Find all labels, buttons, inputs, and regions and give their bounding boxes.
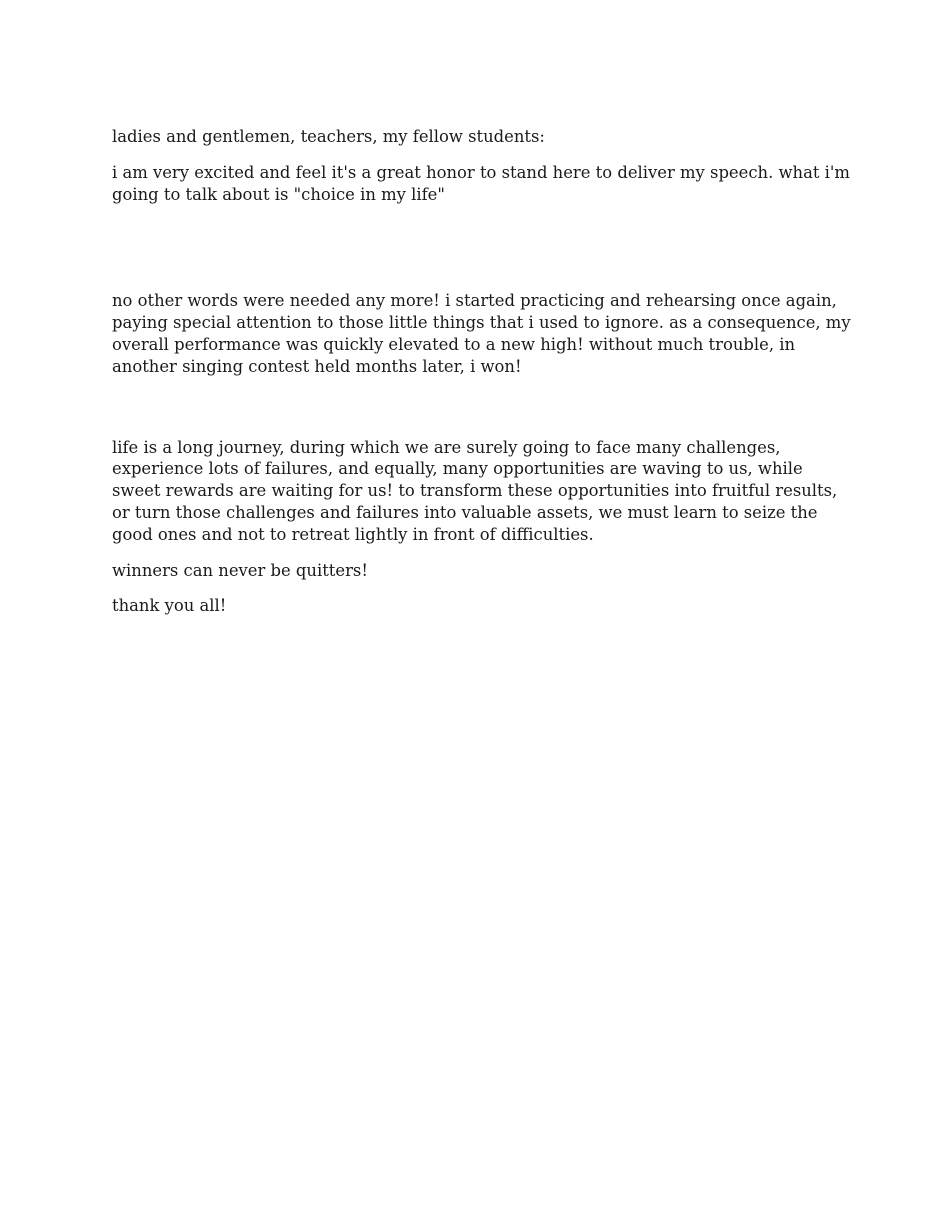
intro-paragraph: i am very excited and feel it's a great honor to stand here to deliver my speech. what i'm going to talk about is "choice in my life" xyxy=(112,162,850,204)
motto-paragraph: winners can never be quitters! xyxy=(112,560,368,580)
salutation-paragraph: ladies and gentlemen, teachers, my fellow students: xyxy=(112,127,545,146)
document-page xyxy=(112,126,852,631)
reflection-paragraph: life is a long journey, during which we are surely going to face many challenges, experience lots of failures, and equally, many opportunities are waving to us, while sweet rewards are waiting for us! to transform these opportunities into fruitful results, or turn those challenges and failures into valuable assets, we must learn to seize the good ones and not to retreat lightly in front of difficulties. xyxy=(112,437,838,544)
closing-paragraph: thank you all! xyxy=(112,596,227,616)
paragraph-spacer xyxy=(112,392,852,437)
paragraph-spacer xyxy=(112,219,852,290)
story-paragraph: no other words were needed any more! i started practicing and rehearsing once again, paying special attention to those little things that i used to ignore. as a consequence, my overall performance was quickly elevated to a new high! without much trouble, in another singing contest held months later, i won! xyxy=(112,291,851,376)
